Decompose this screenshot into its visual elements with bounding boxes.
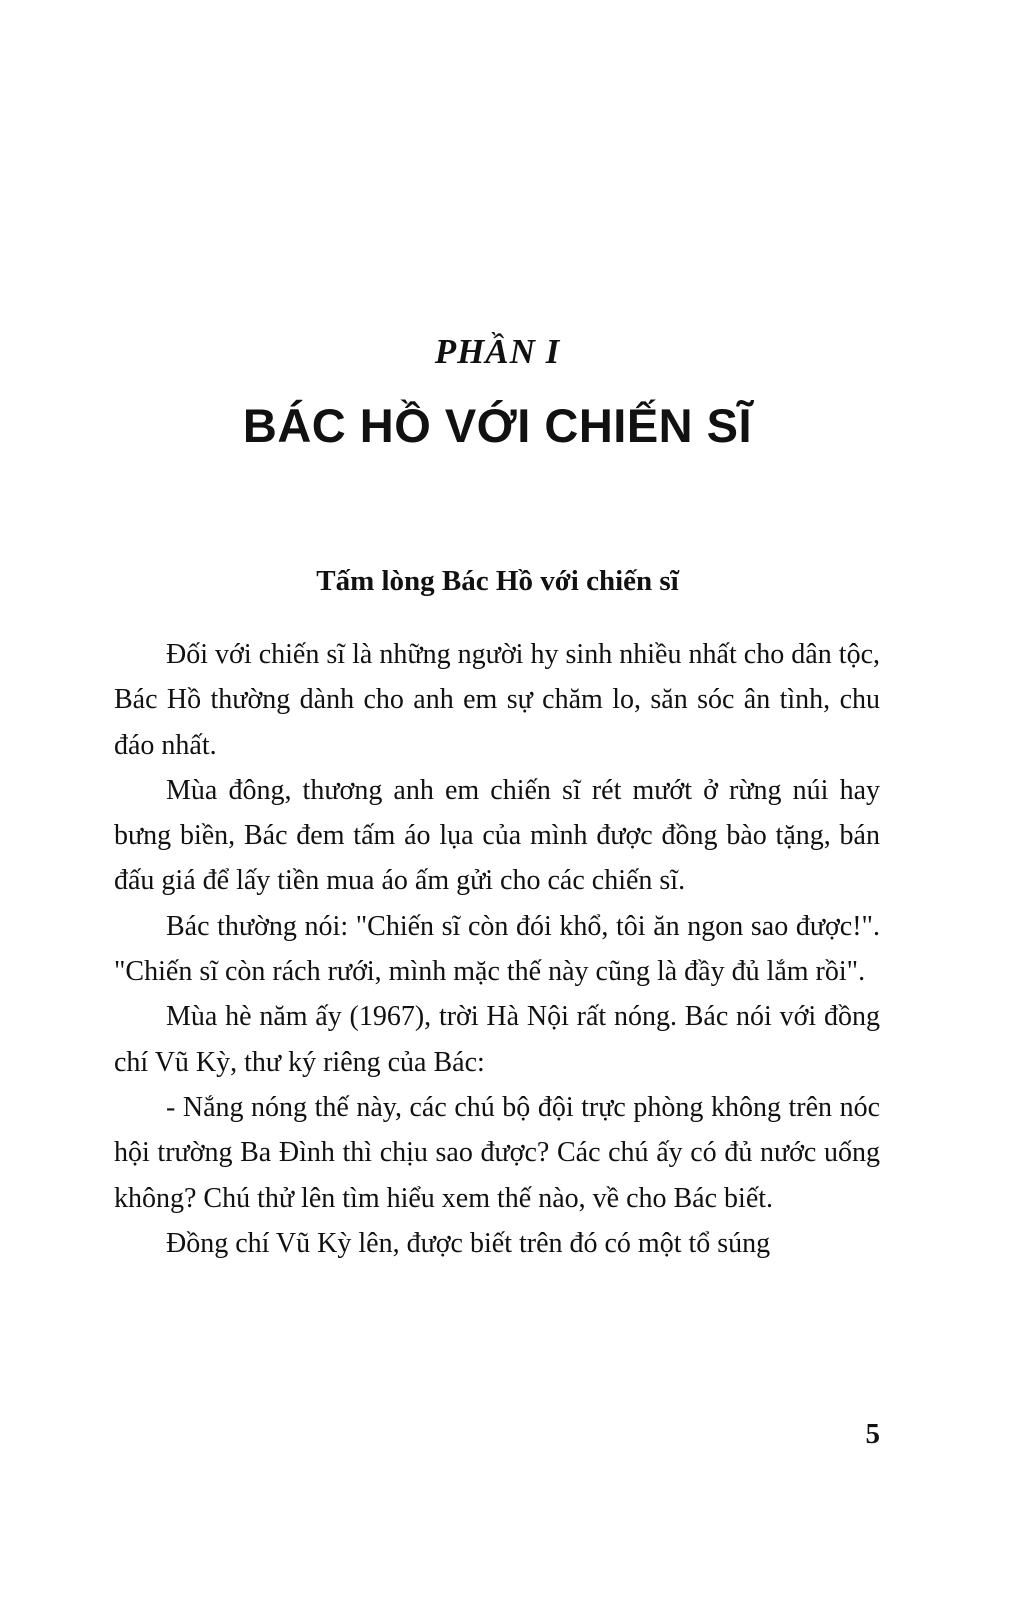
body-text (114, 632, 880, 1266)
paragraph: Đối với chiến sĩ là những người hy sinh nhiều nhất cho dân tộc, Bác Hồ thường dành cho anh em sự chăm lo, săn sóc ân tình, chu đáo nhất. (114, 639, 880, 761)
paragraph: Bác thường nói: "Chiến sĩ còn đói khổ, tôi ăn ngon sao được!". "Chiến sĩ còn rách rưới, mình mặc thế này cũng là đầy đủ lắm rồi". (114, 910, 880, 988)
part-label: PHẦN I (434, 332, 561, 371)
paragraph: Mùa đông, thương anh em chiến sĩ rét mướt ở rừng núi hay bưng biền, Bác đem tấm áo lụa của mình được đồng bào tặng, bán đấu giá để lấy tiền mua áo ấm gửi cho các chiến sĩ. (114, 774, 880, 897)
page-number: 5 (865, 1418, 880, 1450)
section-title: Tấm lòng Bác Hồ với chiến sĩ (316, 565, 679, 597)
part-title: BÁC HỒ VỚI CHIẾN SĨ (242, 399, 753, 452)
paragraph: Mùa hè năm ấy (1967), trời Hà Nội rất nóng. Bác nói với đồng chí Vũ Kỳ, thư ký riêng của Bác: (114, 1001, 880, 1078)
paragraph: - Nắng nóng thế này, các chú bộ đội trực phòng không trên nóc hội trường Ba Đình thì chịu sao được? Các chú ấy có đủ nước uống không? Chú thử lên tìm hiểu xem thế nào, về cho Bác biết. (114, 1091, 880, 1214)
paragraph: Đồng chí Vũ Kỳ lên, được biết trên đó có một tổ súng (166, 1227, 771, 1259)
